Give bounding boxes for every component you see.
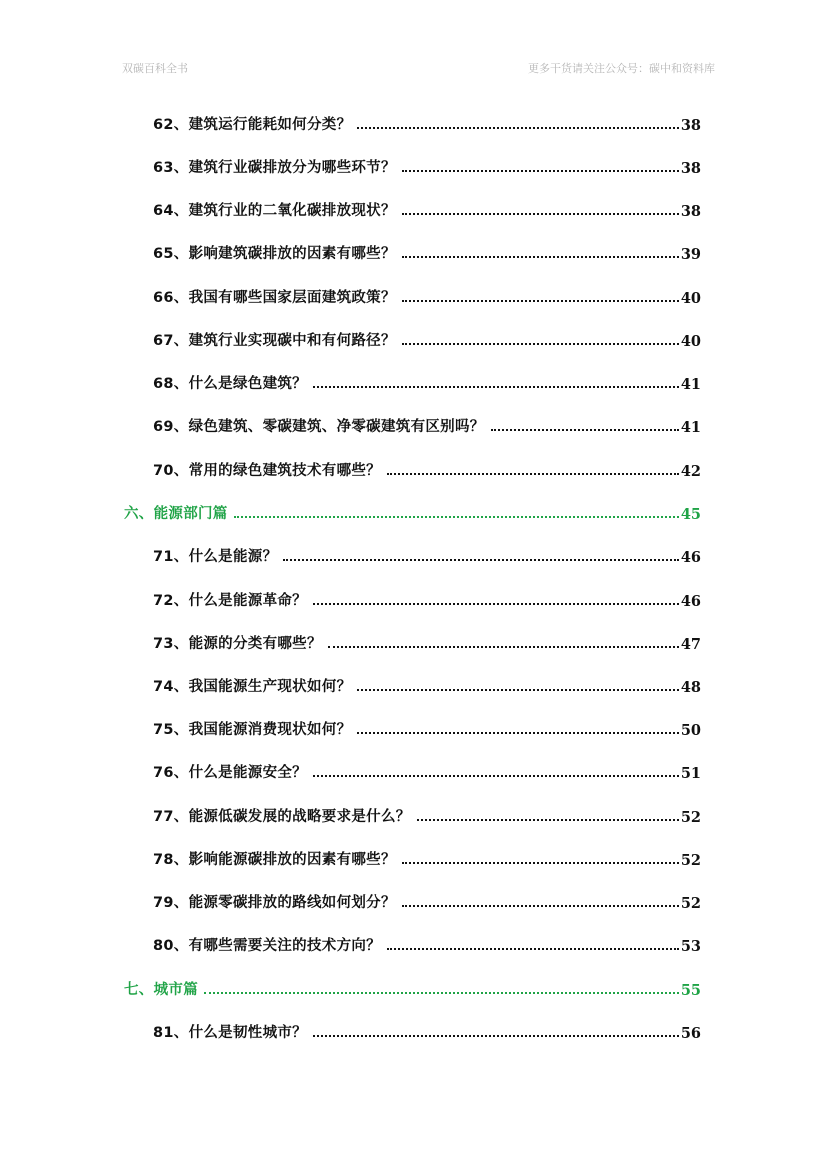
toc-entry-label: 79、能源零碳排放的路线如何划分？: [153, 895, 396, 911]
toc-entry-label: 71、什么是能源？: [153, 549, 278, 565]
toc-entry-label: 76、什么是能源安全？: [153, 765, 307, 781]
toc-entry-page: 51: [680, 765, 701, 782]
toc-section-heading[interactable]: [124, 499, 701, 523]
dot-leader: [387, 948, 679, 950]
toc-section-label: 六、能源部门篇: [124, 506, 228, 522]
toc-entry-label: 62、建筑运行能耗如何分类？: [153, 117, 352, 133]
toc-entry-page: 38: [680, 203, 701, 220]
dot-leader: [283, 559, 678, 561]
dot-leader: [417, 819, 679, 821]
toc-section-heading[interactable]: [124, 975, 701, 999]
toc-entry[interactable]: [153, 369, 701, 393]
toc-entry[interactable]: [153, 758, 701, 782]
toc-entry-page: 38: [680, 117, 701, 134]
dot-leader: [313, 1035, 679, 1037]
toc-entry[interactable]: [153, 283, 701, 307]
dot-leader: [357, 127, 678, 129]
toc-entry-label: 69、绿色建筑、零碳建筑、净零碳建筑有区别吗？: [153, 419, 485, 435]
toc-entry-page: 41: [680, 419, 701, 436]
toc-entry-page: 39: [680, 246, 701, 263]
toc-entry-label: 77、能源低碳发展的战略要求是什么？: [153, 809, 411, 825]
toc-entry-page: 46: [680, 593, 701, 610]
dot-leader: [313, 775, 679, 777]
dot-leader: [313, 603, 679, 605]
toc-section-page: 55: [680, 982, 701, 999]
toc-entry-label: 70、常用的绿色建筑技术有哪些？: [153, 463, 381, 479]
toc-entry-label: 80、有哪些需要关注的技术方向？: [153, 938, 381, 954]
page-header: [122, 60, 715, 78]
dot-leader: [402, 862, 679, 864]
toc-entry[interactable]: [153, 802, 701, 826]
toc-entry-page: 52: [680, 852, 701, 869]
toc-entry[interactable]: [153, 456, 701, 480]
dot-leader: [234, 516, 679, 518]
toc-entry-page: 40: [680, 333, 701, 350]
toc-entry[interactable]: [153, 586, 701, 610]
toc-entry-label: 78、影响能源碳排放的因素有哪些？: [153, 852, 396, 868]
toc-section-label: 七、城市篇: [124, 982, 198, 998]
toc-entry[interactable]: [153, 715, 701, 739]
toc-entry-page: 38: [680, 160, 701, 177]
dot-leader: [357, 732, 678, 734]
dot-leader: [204, 992, 679, 994]
toc-entry[interactable]: [153, 1018, 701, 1042]
toc-entry-label: 64、建筑行业的二氧化碳排放现状？: [153, 203, 396, 219]
dot-leader: [402, 300, 679, 302]
dot-leader: [402, 170, 679, 172]
toc-entry[interactable]: [153, 326, 701, 350]
toc-entry-page: 41: [680, 376, 701, 393]
toc-entry-label: 72、什么是能源革命？: [153, 593, 307, 609]
dot-leader: [387, 473, 679, 475]
toc-entry[interactable]: [153, 931, 701, 955]
toc-entry[interactable]: [153, 542, 701, 566]
header-promo-text: 更多干货请关注公众号：碳中和资料库: [528, 62, 715, 75]
toc-entry-page: 56: [680, 1025, 701, 1042]
toc-entry-page: 52: [680, 809, 701, 826]
toc-entry[interactable]: [153, 672, 701, 696]
dot-leader: [402, 905, 679, 907]
header-book-title: 双碳百科全书: [122, 62, 188, 75]
toc-entry-page: 46: [680, 549, 701, 566]
toc-entry[interactable]: [153, 239, 701, 263]
toc-entry-page: 42: [680, 463, 701, 480]
toc-entry[interactable]: [153, 110, 701, 134]
dot-leader: [313, 386, 679, 388]
toc-entry[interactable]: [153, 888, 701, 912]
toc-entry-page: 40: [680, 290, 701, 307]
toc-entry-label: 63、建筑行业碳排放分为哪些环节？: [153, 160, 396, 176]
toc-entry-page: 50: [680, 722, 701, 739]
toc-entry-label: 74、我国能源生产现状如何？: [153, 679, 352, 695]
dot-leader: [402, 343, 679, 345]
dot-leader: [402, 213, 679, 215]
toc-entry[interactable]: [153, 153, 701, 177]
toc-entry-page: 48: [680, 679, 701, 696]
dot-leader: [491, 429, 679, 431]
dot-leader: [328, 646, 679, 648]
toc-entry-page: 52: [680, 895, 701, 912]
toc-entry-page: 47: [680, 636, 701, 653]
toc-section-page: 45: [680, 506, 701, 523]
toc-entry-label: 66、我国有哪些国家层面建筑政策？: [153, 290, 396, 306]
toc-entry-label: 73、能源的分类有哪些？: [153, 636, 322, 652]
toc-entry[interactable]: [153, 629, 701, 653]
toc-entry-label: 65、影响建筑碳排放的因素有哪些？: [153, 246, 396, 262]
dot-leader: [357, 689, 678, 691]
toc-entry-label: 67、建筑行业实现碳中和有何路径？: [153, 333, 396, 349]
toc-entry[interactable]: [153, 845, 701, 869]
toc-entry-label: 75、我国能源消费现状如何？: [153, 722, 352, 738]
toc-entry-label: 81、什么是韧性城市？: [153, 1025, 307, 1041]
toc-entry-label: 68、什么是绿色建筑？: [153, 376, 307, 392]
toc-entry-page: 53: [680, 938, 701, 955]
dot-leader: [402, 256, 679, 258]
toc-entry[interactable]: [153, 196, 701, 220]
toc-entry[interactable]: [153, 412, 701, 436]
